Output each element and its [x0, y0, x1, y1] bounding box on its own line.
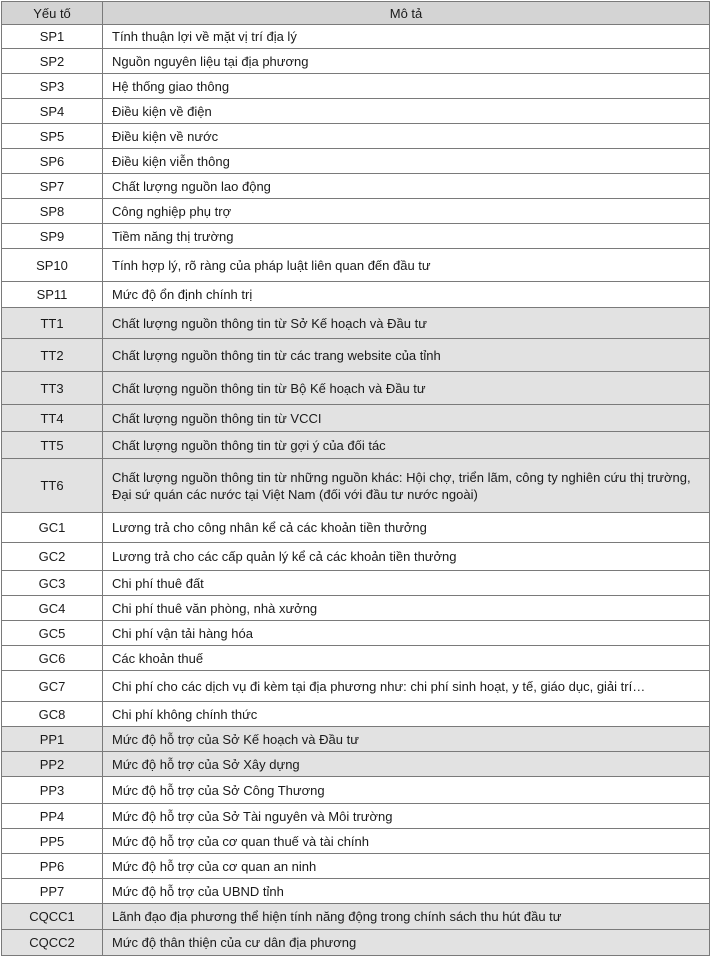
factor-code-cell: GC5	[2, 621, 103, 646]
factor-code-cell: CQCC2	[2, 930, 103, 956]
factor-description-cell: Mức độ thân thiện của cư dân địa phương	[103, 930, 710, 956]
factor-description-cell: Mức độ hỗ trợ của Sở Xây dựng	[103, 752, 710, 777]
factor-code-cell: PP6	[2, 854, 103, 879]
factor-description-cell: Chi phí không chính thức	[103, 702, 710, 727]
table-row	[2, 149, 710, 174]
factor-code-cell: TT5	[2, 432, 103, 459]
factor-code-cell: SP6	[2, 149, 103, 174]
factor-description-cell: Mức độ hỗ trợ của Sở Tài nguyên và Môi trường	[103, 804, 710, 829]
factor-code-cell: SP5	[2, 124, 103, 149]
factor-description-cell: Lãnh đạo địa phương thể hiện tính năng động trong chính sách thu hút đầu tư	[103, 904, 710, 930]
factor-description-cell: Mức độ hỗ trợ của Sở Kế hoạch và Đầu tư	[103, 727, 710, 752]
factor-code-cell: SP10	[2, 249, 103, 282]
factor-code-cell: PP5	[2, 829, 103, 854]
factor-code-cell: GC2	[2, 543, 103, 571]
table-row	[2, 308, 710, 339]
header-row	[2, 2, 710, 25]
table-row	[2, 543, 710, 571]
factor-code-cell: SP1	[2, 25, 103, 49]
factor-description-cell: Mức độ hỗ trợ của Sở Công Thương	[103, 777, 710, 804]
factor-description-cell: Mức độ hỗ trợ của UBND tỉnh	[103, 879, 710, 904]
table-row	[2, 25, 710, 49]
table-row	[2, 459, 710, 513]
factor-description-cell: Chất lượng nguồn thông tin từ VCCI	[103, 405, 710, 432]
table-row	[2, 49, 710, 74]
table-row	[2, 199, 710, 224]
factor-description-cell: Lương trả cho công nhân kể cả các khoản tiền thưởng	[103, 513, 710, 543]
table-row	[2, 752, 710, 777]
factor-code-cell: SP4	[2, 99, 103, 124]
table-row	[2, 174, 710, 199]
factor-description-cell: Chất lượng nguồn thông tin từ các trang website của tỉnh	[103, 339, 710, 372]
factor-code-cell: SP9	[2, 224, 103, 249]
table-row	[2, 372, 710, 405]
factor-description-cell: Mức độ hỗ trợ của cơ quan thuế và tài chính	[103, 829, 710, 854]
factor-description-cell: Chất lượng nguồn thông tin từ Sở Kế hoạch và Đầu tư	[103, 308, 710, 339]
table-row	[2, 829, 710, 854]
table-row	[2, 777, 710, 804]
factor-description-cell: Các khoản thuế	[103, 646, 710, 671]
factor-description-cell: Chi phí cho các dịch vụ đi kèm tại địa phương như: chi phí sinh hoạt, y tế, giáo dục, giải trí…	[103, 671, 710, 702]
factor-description-cell: Nguồn nguyên liệu tại địa phương	[103, 49, 710, 74]
factor-description-cell: Chất lượng nguồn thông tin từ những nguồn khác: Hội chợ, triển lãm, công ty nghiên cứu thị trường, Đại sứ quán các nước tại Việt Nam (đối với đầu tư nước ngoài)	[103, 459, 710, 513]
factor-code-cell: SP11	[2, 282, 103, 308]
factor-code-cell: GC8	[2, 702, 103, 727]
factor-description-cell: Chất lượng nguồn thông tin từ Bộ Kế hoạch và Đầu tư	[103, 372, 710, 405]
factor-code-cell: SP8	[2, 199, 103, 224]
factor-description-cell: Chất lượng nguồn thông tin từ gợi ý của đối tác	[103, 432, 710, 459]
factor-code-cell: GC3	[2, 571, 103, 596]
factor-description-cell: Điều kiện viễn thông	[103, 149, 710, 174]
table-row	[2, 596, 710, 621]
factor-code-cell: SP7	[2, 174, 103, 199]
factor-code-cell: GC4	[2, 596, 103, 621]
factor-description-cell: Tiềm năng thị trường	[103, 224, 710, 249]
factor-description-cell: Điều kiện về điện	[103, 99, 710, 124]
factor-code-cell: GC1	[2, 513, 103, 543]
table-row	[2, 671, 710, 702]
factor-code-cell: TT3	[2, 372, 103, 405]
factor-description-cell: Chi phí thuê văn phòng, nhà xưởng	[103, 596, 710, 621]
table-row	[2, 702, 710, 727]
table-body	[2, 25, 710, 956]
factor-description-cell: Tính hợp lý, rõ ràng của pháp luật liên quan đến đầu tư	[103, 249, 710, 282]
table-row	[2, 513, 710, 543]
table-row	[2, 621, 710, 646]
table-row	[2, 571, 710, 596]
table-row	[2, 854, 710, 879]
table-row	[2, 904, 710, 930]
factor-description-cell: Mức độ ổn định chính trị	[103, 282, 710, 308]
table-row	[2, 339, 710, 372]
header-description: Mô tả	[103, 2, 710, 25]
factor-description-cell: Chất lượng nguồn lao động	[103, 174, 710, 199]
factor-code-cell: TT1	[2, 308, 103, 339]
table-row	[2, 804, 710, 829]
factor-code-cell: GC7	[2, 671, 103, 702]
factor-description-cell: Mức độ hỗ trợ của cơ quan an ninh	[103, 854, 710, 879]
table-row	[2, 224, 710, 249]
table-row	[2, 879, 710, 904]
factor-code-cell: PP2	[2, 752, 103, 777]
factor-code-cell: PP4	[2, 804, 103, 829]
factor-code-cell: TT2	[2, 339, 103, 372]
factor-description-cell: Hệ thống giao thông	[103, 74, 710, 99]
factor-code-cell: PP1	[2, 727, 103, 752]
factor-code-cell: TT4	[2, 405, 103, 432]
table-row	[2, 282, 710, 308]
factor-code-cell: SP2	[2, 49, 103, 74]
factor-code-cell: PP7	[2, 879, 103, 904]
table-row	[2, 99, 710, 124]
table-row	[2, 405, 710, 432]
factor-description-cell: Lương trả cho các cấp quản lý kể cả các khoản tiền thưởng	[103, 543, 710, 571]
table-row	[2, 249, 710, 282]
factor-code-cell: GC6	[2, 646, 103, 671]
factor-table	[1, 1, 710, 956]
header-factor: Yếu tố	[2, 2, 103, 25]
factor-code-cell: PP3	[2, 777, 103, 804]
factor-code-cell: TT6	[2, 459, 103, 513]
factor-description-cell: Chi phí thuê đất	[103, 571, 710, 596]
table-row	[2, 727, 710, 752]
table-row	[2, 432, 710, 459]
table-row	[2, 646, 710, 671]
factor-description-cell: Tính thuận lợi về mặt vị trí địa lý	[103, 25, 710, 49]
factor-code-cell: SP3	[2, 74, 103, 99]
factor-description-cell: Công nghiệp phụ trợ	[103, 199, 710, 224]
table-row	[2, 74, 710, 99]
table-row	[2, 930, 710, 956]
factor-description-cell: Chi phí vận tải hàng hóa	[103, 621, 710, 646]
factor-description-cell: Điều kiện về nước	[103, 124, 710, 149]
factor-code-cell: CQCC1	[2, 904, 103, 930]
table-row	[2, 124, 710, 149]
